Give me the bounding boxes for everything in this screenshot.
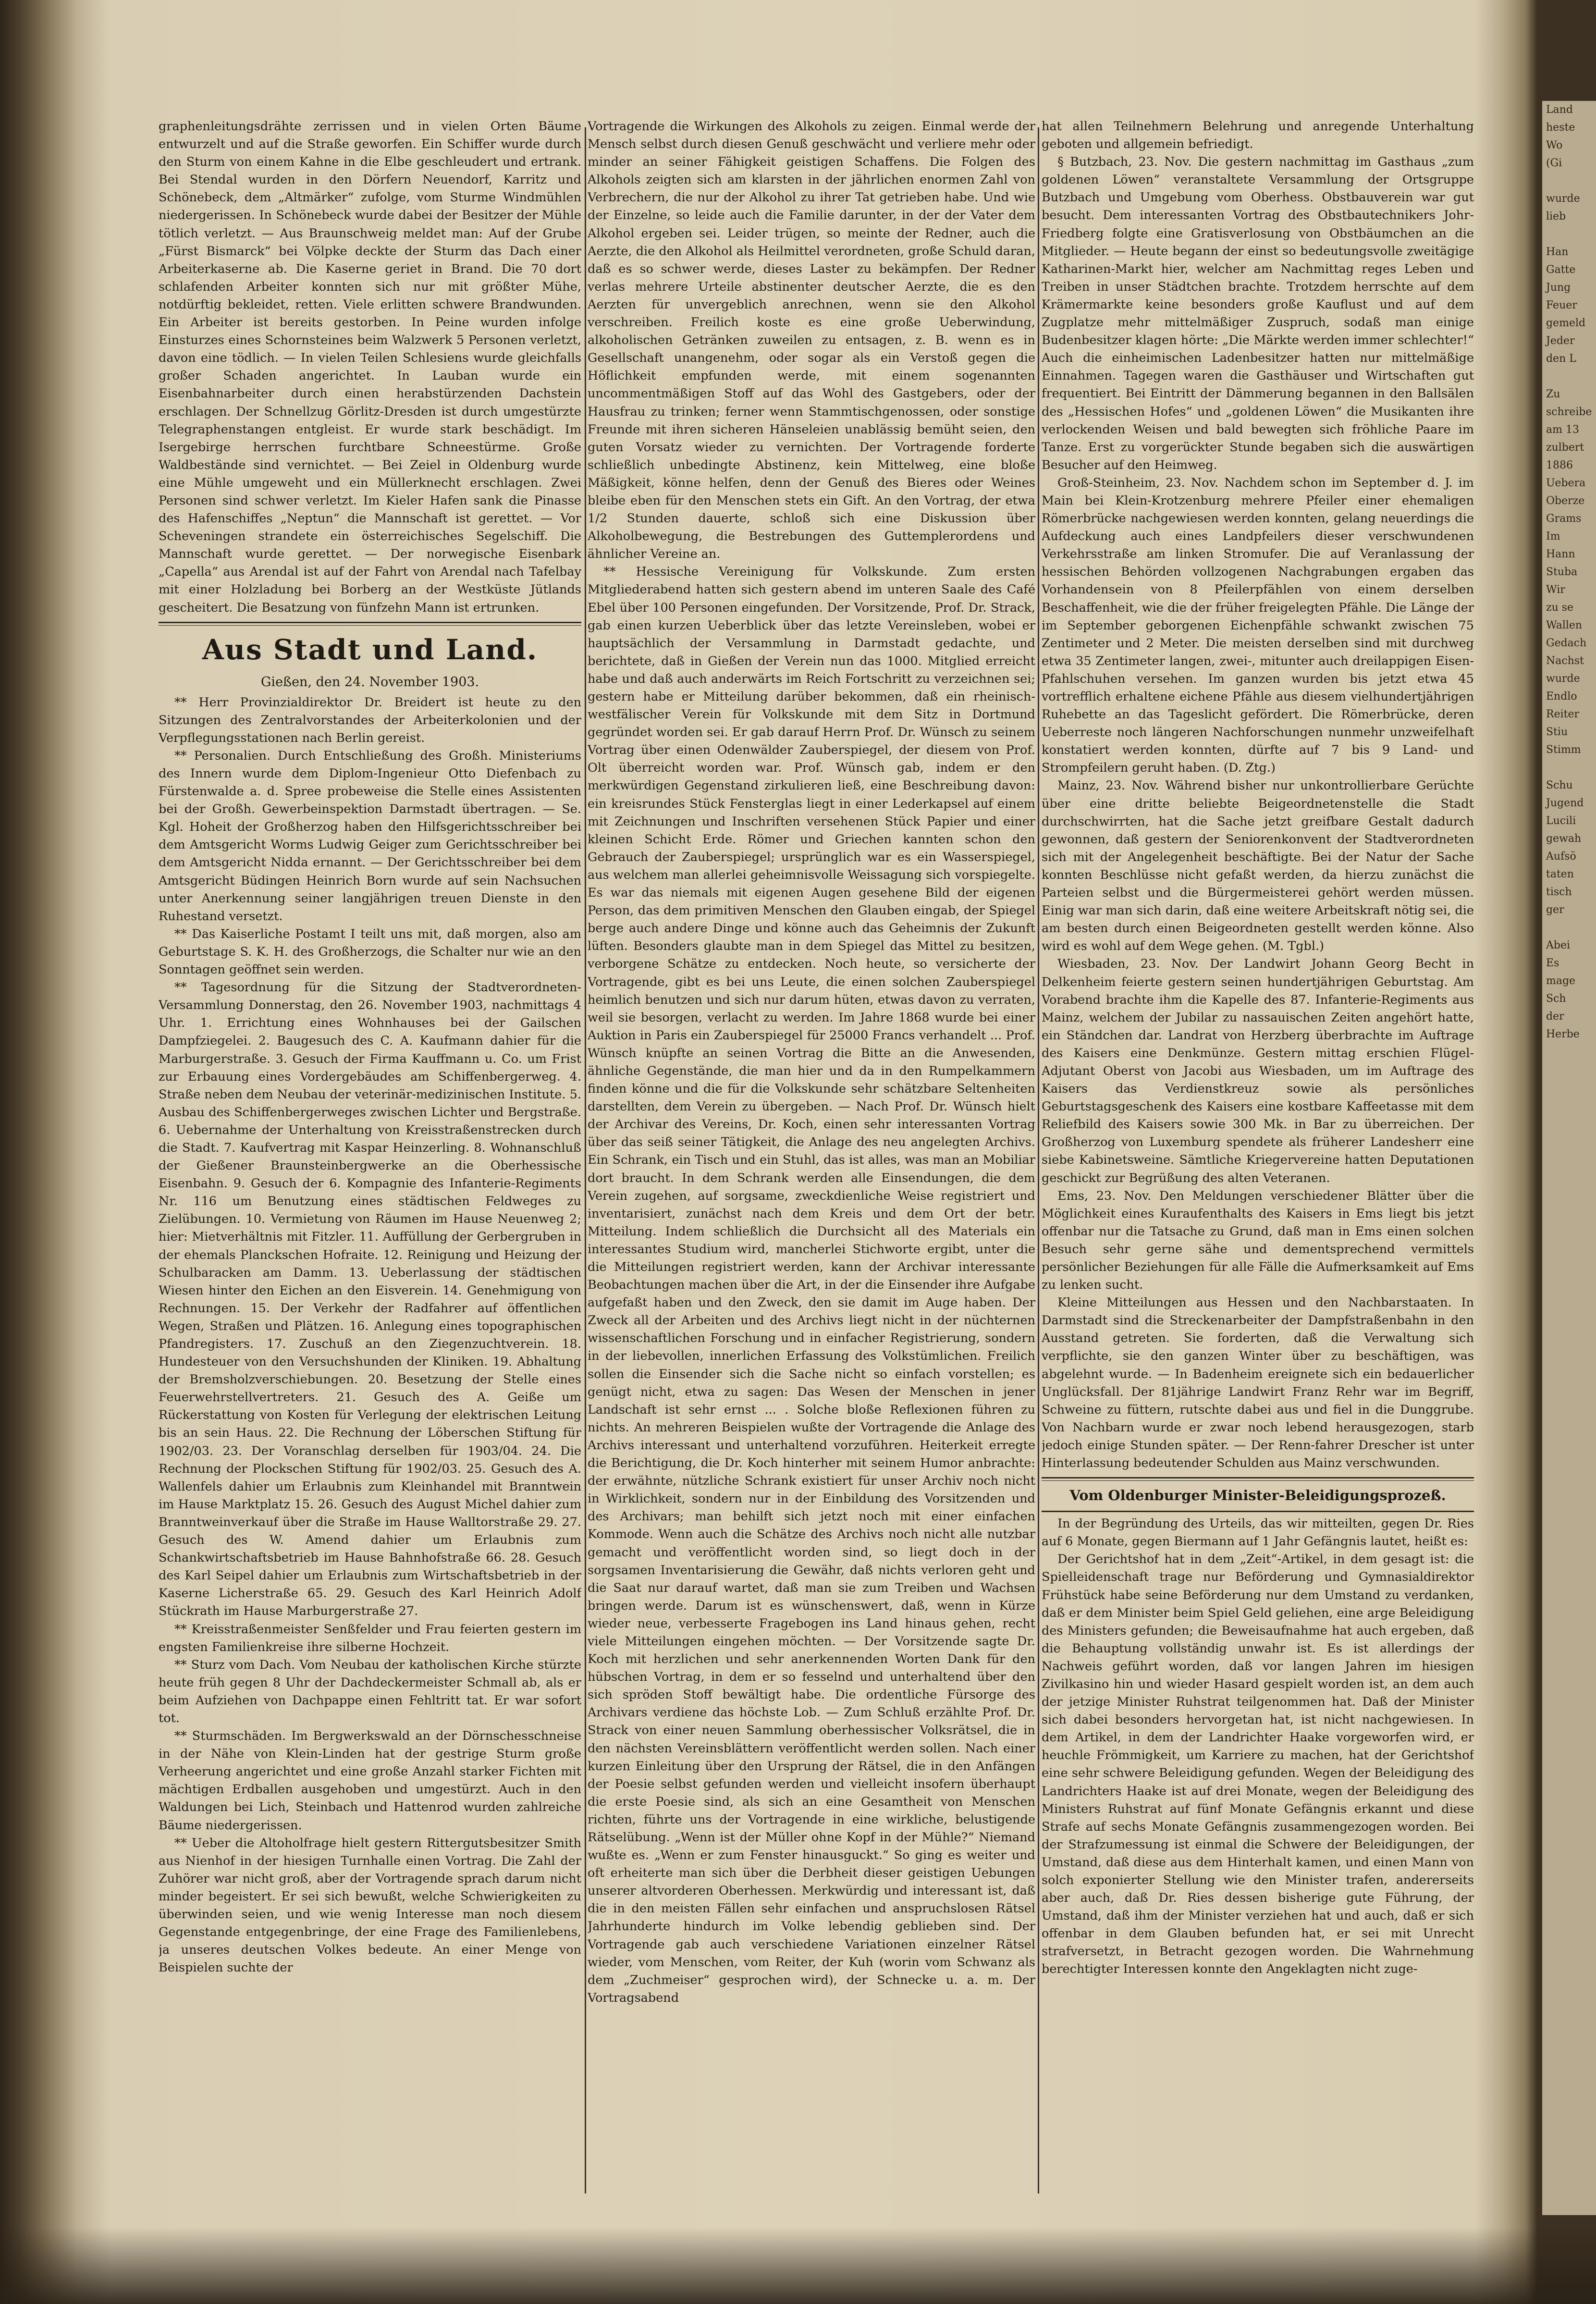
article-paragraph: Vortragende die Wirkungen des Alkohols zu zeigen. Einmal werde der Mensch selbst durch diesen Genuß geschwächt und verliere mehr oder minder an seiner Fähigkeit geistigen Schaffens. Die Folgen des Alkohols zeigten sich am klarsten in der jährlichen enormen Zahl von Verbrechern, die nur der Alkohol zu ihrer Tat getrieben habe. Und wie der Einzelne, so leide auch die Familie darunter, in der der Vater dem Alkohol ergeben sei. Leider trügen, so meinte der Redner, auch die Aerzte, die den Alkohol als Heilmittel verordneten, große Schuld daran, daß es so schwer werde, dieses Laster zu bekämpfen. Der Redner verlas mehrere Urteile abstinenter deutscher Aerzte, die es den Aerzten für unvergeblich anrechnen, wenn sie den Alkohol verschreiben. Freilich koste es eine große Ueberwindung, alkoholischen Getränken zuweilen zu entsagen, z. B. wenn es in Gesellschaft unangenehm, oder sogar als ein Verstoß gegen die Höflichkeit empfunden werde, mit einem sogenannten uncommentmäßigen Stoff auf das Wohl des Gastgebers, oder der Hausfrau zu trinken; ferner wenn Stammtischgenossen, oder sonstige Freunde mit ihren sicheren Hänseleien unablässig bemüht seien, den guten Vorsatz wieder zu vernichten. Der Vortragende forderte schließlich unbedingte Abstinenz, kein Mittelweg, eine bloße Mäßigkeit, könne helfen, denn der Genuß des Bieres oder Weines bleibe eben für den Menschen stets ein Gift. An den Vortrag, der etwa 1/2 Stunden dauerte, schloß sich eine Diskussion über Alkoholbewegung, die Bestrebungen des Guttemplerordens und ähnlicher Vereine an. xyxy=(588,119,1035,562)
next-page-fragment: Lucili xyxy=(1546,815,1576,827)
next-page-fragment: Zu xyxy=(1546,388,1560,400)
next-page-fragment: Stiu xyxy=(1546,726,1568,738)
next-page-fragment: schreibe xyxy=(1546,406,1592,418)
next-page-fragment: wurde xyxy=(1546,673,1580,685)
next-page-edge xyxy=(1542,101,1596,2215)
article-paragraph: Ems, 23. Nov. Den Meldungen verschiedener Blätter über die Möglichkeit eines Kuraufenthalts des Kaisers in Ems liegt bis jetzt offenbar nur die Tatsache zu Grund, daß man in Ems einen solchen Besuch sehr gerne sähe und dementsprechend vermittels persönlicher Beziehungen für alle Fälle die Aufmerksamkeit auf Ems zu lenken sucht. xyxy=(1042,1188,1474,1293)
article-paragraph: Kleine Mitteilungen aus Hessen und den Nachbarstaaten. In Darmstadt sind die Streckenarbeiter der Dampfstraßenbahn in den Ausstand getreten. Sie forderten, daß die Verwaltung sich verpflichte, sie den ganzen Winter über zu beschäftigen, was abgelehnt wurde. — In Badenheim ereignete sich ein bedauerlicher Unglücksfall. Der 81jährige Landwirt Franz Rehr war im Begriff, Schweine zu füttern, rutschte dabei aus und fiel in die Dunggrube. Von Nachbarn wurde er zwar noch lebend herausgezogen, starb jedoch einige Stunden später. — Der Renn-fahrer Drescher ist unter Hinterlassung bedeutender Schulden aus Mainz verschwunden. xyxy=(1042,1295,1474,1471)
column-left xyxy=(159,118,581,2213)
article-paragraph: ** Hessische Vereinigung für Volkskunde. Zum ersten Mitgliederabend hatten sich gestern abend im unteren Saale des Café Ebel über 100 Personen eingefunden. Der Vorsitzende, Prof. Dr. Strack, gab einen kurzen Ueberblick über das letzte Vereinsleben, wobei er hauptsächlich der Versammlung in Darmstadt gedachte, und berichtete, daß in Gießen der Verein nun das 1000. Mitglied erreicht habe und daß auch anderwärts im Reich Fortschritt zu verzeichnen sei; gestern habe er Mitteilung darüber bekommen, daß ein rheinisch-westfälischer Verein für Volkskunde mit dem Sitz in Dortmund gegründet worden sei. Er gab darauf Herrn Prof. Dr. Wünsch zu seinem Vortrag über einen Odenwälder Zauberspiegel, der diesem von Prof. Olt überreicht worden war. Prof. Wünsch gab, indem er den merkwürdigen Gegenstand zirkulieren ließ, eine Beschreibung davon: ein kreisrundes Stück Fensterglas liegt in einer Lederkapsel auf einem mit Zeichnungen und Inschriften versehenen Stück Papier und einer kleinen Schicht Erde. Römer und Griechen kannten schon den Gebrauch der Zauberspiegel; ursprünglich war es ein Wasserspiegel, aus welchem man allerlei geheimnisvolle Weissagung sich vorspiegelte. Es war das niemals mit eigenen Augen gesehene Bild der eigenen Person, das dem primitiven Menschen den Glauben eingab, der Spiegel berge auch andere Dinge und könne auch das Geheimnis der Zukunft lüften. Besonders glaubte man in dem Spiegel das Mittel zu besitzen, verborgene Schätze zu entdecken. Noch heute, so versicherte der Vortragende, gibt es bei uns Leute, die einen solchen Zauberspiegel heimlich benutzen und sich nur darum hüten, etwas davon zu verraten, weil sie besorgen, verlacht zu werden. Im Jahre 1868 wurde bei einer Auktion in Paris ein Zauberspiegel für 25000 Francs verhandelt ... Prof. Wünsch knüpfte an seinen Vortrag die Bitte an die Anwesenden, ähnliche Gegenstände, die man hier und da in den Rumpelkammern finden könne und die für die Volkskunde sehr schätzbare Seltenheiten darstellten, dem Verein zu übergeben. — Nach Prof. Dr. Wünsch hielt der Archivar des Vereins, Dr. Koch, einen sehr interessanten Vortrag über das seiß seiner Tätigkeit, die Anlage des neu angelegten Archivs. Ein Schrank, ein Tisch und ein Stuhl, das ist alles, was man an Mobiliar dort braucht. In dem Schrank werden alle Einsendungen, die dem Verein zugehen, auf sorgsame, zweckdienliche Weise registriert und inventarisiert, zunächst nach dem Kreis und dem Ort der betr. Mitteilung. Indem schließlich die Durchsicht all des Materials ein interessantes Studium wird, mancherlei Stichworte ergibt, unter die die Mitteilungen registriert werden, kann der Archivar interessante Beobachtungen machen über die Art, in der die Einsender ihre Aufgabe aufgefaßt haben und den Zweck, den sie damit im Auge haben. Der Zweck all der Arbeiten und des Archivs liegt nicht in der nüchternen wissenschaftlichen Forschung und in einfacher Registrierung, sondern in der liebevollen, innerlichen Erfassung des Volkstümlichen. Freilich sollen die Einsender sich die Sache nicht so einfach vorstellen; es genügt nicht, etwa zu sagen: Das Wesen der Menschen in jener Landschaft ist sehr ernst ... . Solche bloße Reflexionen führen zu nichts. An mehreren Beispielen wußte der Vortragende die Anlage des Archivs interessant und unterhaltend vorzuführen. Heiterkeit erregte die Berichtigung, die Dr. Koch hinterher mit seinem Humor anbrachte: der erwähnte, nützliche Schrank existiert für unser Archiv noch nicht in Wirklichkeit, sondern nur in der Einbildung des Vorsitzenden und des Archivars; man behilft sich jetzt noch mit einer einfachen Kommode. Wenn auch die Schätze des Archivs noch nicht alle nutzbar gemacht und veröffentlicht worden sind, so liegt doch in der sorgsamen Inventarisierung die Gewähr, daß nichts verloren geht und die Saat nur darauf wartet, daß man sie zum Treiben und Wachsen bringen werde. Darum ist es wünschenswert, daß, wenn in Kürze wieder neue, verbesserte Fragebogen ins Land hinaus gehen, recht viele Mitteilungen eingehen möchten. — Der Vorsitzende sagte Dr. Koch mit herzlichen und sehr anerkennenden Worten Dank für den hübschen Vortrag, in dem er so fesselnd und unterhaltend über den sich spröden Stoff bewältigt habe. Die ordentliche Fürsorge des Archivars verdiene das höchste Lob. — Zum Schluß erzählte Prof. Dr. Strack von einer neuen Sammlung oberhessischer Volksrätsel, die in den nächsten Vereinsblättern veröffentlicht werden sollen. Nach einer kurzen Einleitung über den Ursprung der Rätsel, die in den Anfängen der Poesie selbst gefunden werden und vielleicht insofern überhaupt die erste Poesie sind, als sich an eine Gesamtheit von Menschen richten, führte uns der Vortragende in eine wirkliche, belustigende Rätselübung. „Wenn ist der Müller ohne Kopf in der Mühle?“ Niemand wußte es. „Wenn er zum Fenster hinausguckt.“ So ging es weiter und oft erheiterte man sich über die Derbheit dieser geistigen Uebungen unserer altvorderen Oberhessen. Merkwürdig und interessant ist, daß die in den meisten Fällen sehr einfachen und anspruchslosen Rätsel Jahrhunderte hindurch im Volke lebendig geblieben sind. Der Vortragende gab auch verschiedene Variationen einzelner Rätsel wieder, vom Menschen, vom Reiter, der Kuh (worin vom Schwanz als dem „Zuchmeiser“ gesprochen wird), der Schnecke u. a. m. Der Vortragsabend xyxy=(588,565,1035,2005)
column-rule xyxy=(585,127,586,2193)
article-heading: Vom Oldenburger Minister-Beleidigungsprozeß. xyxy=(1069,1487,1446,1504)
article-paragraph: Wiesbaden, 23. Nov. Der Landwirt Johann Georg Becht in Delkenheim feierte gestern seinen hundertjährigen Geburtstag. Am Vorabend brachte ihm die Kapelle des 87. Infanterie-Regiments aus Mainz, welchem der Jubilar zu nassauischen Zeiten angehört hatte, ein Ständchen dar. Landrat von Herzberg überbrachte im Auftrage des Kaisers eine Denkmünze. Gestern mittag erschien Flügel-Adjutant Oberst von Jacobi aus Wiesbaden, um im Auftrage des Kaisers das Verdienstkreuz sowie als persönliches Geburtstagsgeschenk des Kaisers eine kostbare Kaffeetasse mit dem Reliefbild des Kaisers sowie 300 Mk. in Bar zu überreichen. Der Großherzog von Luxemburg spendete als früherer Landesherr eine siebe Kabinetsweine. Sämtliche Kriegervereine hatten Deputationen geschickt zur Begrüßung des alten Veteranen. xyxy=(1042,957,1474,1185)
article-paragraph: ** Tagesordnung für die Sitzung der Stadtverordneten-Versammlung Donnerstag, den 26. November 1903, nachmittags 4 Uhr. 1. Errichtung eines Wohnhauses bei der Gailschen Dampfziegelei. 2. Baugesuch des C. A. Kaufmann dahier für die Marburgerstraße. 3. Gesuch der Firma Kauffmann u. Co. um Frist zur Erbauung eines Vordergebäudes am Schiffenbergerweg. 4. Straße neben dem Neubau der veterinär-medizinischen Institute. 5. Ausbau des Schiffenbergerweges zwischen Lichter und Bergstraße. 6. Uebernahme der Unterhaltung von Kreisstraßenstrecken durch die Stadt. 7. Kaufvertrag mit Kaspar Heinzerling. 8. Wohnanschluß der Gießener Braunsteinbergwerke an die Oberhessische Eisenbahn. 9. Gesuch der 6. Kompagnie des Infanterie-Regiments Nr. 116 um Benutzung eines städtischen Feldweges zu Zielübungen. 10. Vermietung von Räumen im Hause Neuenweg 2; hier: Mietverhältnis mit Fitzler. 11. Auffüllung der Gerbergruben in der ehemals Planckschen Hofraite. 12. Reinigung und Heizung der Schulbaracken am Damm. 13. Ueberlassung der städtischen Wiesen hinter den Eichen an den Eisverein. 14. Genehmigung von Rechnungen. 15. Der Verkehr der Radfahrer auf öffentlichen Wegen, Straßen und Plätzen. 16. Anlegung eines topographischen Pfandregisters. 17. Zuschuß an den Ziegenzuchtverein. 18. Hundesteuer von den Versuchshunden der Kliniken. 19. Abhaltung der Bremsholzverschiebungen. 20. Besetzung der Stelle eines Feuerwehrstellvertreters. 21. Gesuch des A. Geiße um Rückerstattung von Kosten für Verlegung der elektrischen Leitung bis an sein Haus. 22. Die Rechnung der Löberschen Stiftung für 1902/03. 23. Der Voranschlag derselben für 1903/04. 24. Die Rechnung der Plockschen Stiftung für 1902/03. 25. Gesuch des A. Wallenfels dahier um Erlaubnis zum Kleinhandel mit Branntwein im Hause Marktplatz 15. 26. Gesuch des August Michel dahier zum Branntweinverkauf über die Straße im Hause Walltorstraße 29. 27. Gesuch des W. Amend dahier um Erlaubnis zum Schankwirtschaftsbetrieb im Hause Bahnhofstraße 66. 28. Gesuch des Karl Seipel dahier um Erlaubnis zum Wirtschaftsbetrieb in der Kaserne Licherstraße 65. 29. Gesuch des Karl Heinrich Adolf Stückrath im Hause Marburgerstraße 27. xyxy=(159,980,581,1619)
next-page-fragment: wurde xyxy=(1546,193,1580,205)
next-page-fragment: den L xyxy=(1546,353,1576,365)
article-paragraph: ** Ueber die Altoholfrage hielt gestern Rittergutsbesitzer Smith aus Nienhof in der hiesigen Turnhalle einen Vortrag. Die Zahl der Zuhörer war nicht groß, aber der Vortragende sprach darum nicht minder begeistert. Er sei sich bewußt, welche Schwierigkeiten zu überwinden seien, und wie wenig Interesse man noch diesem Gegenstande entgegenbringe, der eine Frage des Familienlebens, ja unseres deutschen Volkes bedeute. An einer Menge von Beispielen suchte der xyxy=(159,1836,581,1975)
next-page-fragment: Aufsö xyxy=(1546,850,1576,862)
newspaper-page xyxy=(106,118,1489,2213)
next-page-fragment: zulbert xyxy=(1546,442,1584,454)
next-page-fragment: gemeld xyxy=(1546,317,1586,329)
dateline: Gießen, den 24. November 1903. xyxy=(260,674,479,690)
article-paragraph: § Butzbach, 23. Nov. Die gestern nachmittag im Gasthaus „zum goldenen Löwen“ veranstaltete Versammlung der Ortsgruppe Butzbach und Umgebung vom Oberhess. Obstbauverein war gut besucht. Dem interessanten Vortrag des Obstbautechnikers Johr-Friedberg folgte eine Gratisverlosung von Obstbäumchen an die Mitglieder. — Heute begann der einst so bedeutungsvolle zweitägige Katharinen-Markt hier, welcher am Nachmittag reges Leben und Treiben in unser Städtchen brachte. Trotzdem herrschte auf dem Krämermarkte keine besonders große Kauflust und auf dem Zugplatze mehr mittelmäßiger Zuspruch, sodaß man einige Budenbesitzer klagen hörte: „Die Märkte werden immer schlechter!“ Auch die einheimischen Ladenbesitzer hatten nur mittelmäßige Einnahmen. Tagegen waren die Gasthäuser und Wirtschaften gut frequentiert. Bei Eintritt der Dämmerung begannen in den Ballsälen des „Hessischen Hofes“ und „goldenen Löwen“ die Musikanten ihre verlockenden Weisen und bald bewegten sich fröhliche Paare im Tanze. Erst zu vorgerückter Stunde begaben sich die auswärtigen Besucher auf den Heimweg. xyxy=(1042,155,1474,472)
next-page-fragment: mage xyxy=(1546,975,1576,987)
next-page-fragment: gewah xyxy=(1546,833,1582,845)
next-page-fragment: Grams xyxy=(1546,513,1582,525)
article-paragraph: ** Herr Provinzialdirektor Dr. Breidert ist heute zu den Sitzungen des Zentralvorstandes der Arbeiterkolonien und der Verpflegungsstationen nach Berlin gereist. xyxy=(159,695,581,745)
article-paragraph: ** Sturmschäden. Im Bergwerkswald an der Dörnschesschneise in der Nähe von Klein-Linden hat der gestrige Sturm große Verheerung angerichtet und eine große Anzahl starker Fichten mit mächtigen Erdballen ausgehoben und umgestürzt. Auch in den Waldungen bei Lich, Steinbach und Hattenrod wurden zahlreiche Bäume niedergerissen. xyxy=(159,1729,581,1833)
next-page-fragment: Feuer xyxy=(1546,299,1577,311)
next-page-fragment: Wallen xyxy=(1546,619,1583,631)
heading-rule xyxy=(1042,1511,1474,1512)
next-page-fragment: Nachst xyxy=(1546,655,1584,667)
column-middle xyxy=(588,118,1035,2213)
next-page-fragment: (Gi xyxy=(1546,157,1562,169)
next-page-fragment: Sch xyxy=(1546,993,1566,1005)
next-page-fragment xyxy=(1546,225,1596,243)
next-page-fragment: Hann xyxy=(1546,548,1575,560)
next-page-fragment: zu se xyxy=(1546,602,1574,614)
next-page-fragment xyxy=(1546,759,1596,776)
next-page-fragment: Gedach xyxy=(1546,637,1587,649)
article-paragraph: hat allen Teilnehmern Belehrung und anregende Unterhaltung geboten und allgemein befriedigt. xyxy=(1042,119,1474,152)
next-page-fragment xyxy=(1546,172,1596,190)
next-page-fragment: Wo xyxy=(1546,139,1563,151)
next-page-fragment: Es xyxy=(1546,957,1559,969)
next-page-fragment: Jugend xyxy=(1546,797,1584,809)
next-page-fragment: Stuba xyxy=(1546,566,1578,578)
article-paragraph: graphenleitungsdrähte zerrissen und in vielen Orten Bäume entwurzelt und auf die Straße geworfen. Ein Schiffer wurde durch den Sturm von einem Kahne in die Elbe geschleudert und ertrank. Bei Stendal wurden in den Dörfern Neuendorf, Karritz und Schönebeck, dem „Altmärker“ zufolge, vom Sturme Windmühlen niedergerissen. In Schönebeck wurde dabei der Besitzer der Mühle tötlich verletzt. — Aus Braunschweig meldet man: Auf der Grube „Fürst Bismarck“ bei Völpke deckte der Sturm das Dach einer Arbeiterkaserne ab. Die Kaserne geriet in Brand. Die 70 dort schlafenden Arbeiter konnten sich nur mit größter Mühe, notdürftig bekleidet, retten. Viele erlitten schwere Brandwunden. Ein Arbeiter ist bereits gestorben. In Peine wurden infolge Einsturzes eines Schornsteines beim Walzwerk 5 Personen verletzt, davon eine tödlich. — In vielen Teilen Schlesiens wurde gleichfalls großer Schaden angerichtet. In Lauban wurde ein Eisenbahnarbeiter durch einen herabstürzenden Dachstein erschlagen. Der Schnellzug Görlitz-Dresden ist durch umgestürzte Telegraphenstangen entgleist. Er wurde stark beschädigt. Im Isergebirge herrschen furchtbare Schneestürme. Große Waldbestände sind vernichtet. — Bei Zeiel in Oldenburg wurde eine Mühle umgeweht und ein Müllerknecht erschlagen. Zwei Personen sind schwer verletzt. Im Kieler Hafen sank die Pinasse des Hafenschiffes „Neptun“ die Mannschaft ist gerettet. — Vor Scheveningen strandete ein österreichisches Segelschiff. Die Mannschaft wurde gerettet. — Der norwegische Eisenbark „Capella“ aus Arendal ist auf der Fahrt von Arendal nach Tafelbay mit einer Holzladung bei Borberg an der Westküste Jütlands gescheitert. Die Besatzung von fünfzehn Mann ist ertrunken. xyxy=(159,119,581,615)
article-paragraph: Der Gerichtshof hat in dem „Zeit“-Artikel, in dem gesagt ist: die Spielleidenschaft trage nur Beförderung und Gymnasialdirektor Frühstück habe seine Beförderung nur dem Umstand zu verdanken, daß er dem Minister beim Spiel Geld geliehen, eine arge Beleidigung des Ministers gefunden; die Beweisaufnahme hat auch ergeben, daß die Behauptung vollständig unwahr ist. Es ist allerdings der Nachweis geführt worden, daß vor langen Jahren im hiesigen Zivilkasino hin und wieder Hasard gespielt worden ist, an dem auch der jetzige Minister Ruhstrat teilgenommen hat. Daß der Minister sich dabei besonders hervorgetan hat, ist nicht nachgewiesen. In dem Artikel, in dem der Landrichter Haake vorgeworfen wird, er heuchle Frömmigkeit, um Karriere zu machen, hat der Gerichtshof eine sehr schwere Beleidigung gefunden. Wegen der Beleidigung des Landrichters Haake ist auf drei Monate, wegen der Beleidigung des Ministers Ruhstrat auf fünf Monate Gefängnis erkannt und diese Strafe auf sechs Monate Gefängnis zusammengezogen worden. Bei der Strafzumessung ist einmal die Schwere der Beleidigungen, der Umstand, daß diese aus dem Hinterhalt kamen, und einen Mann von solch exponierter Stellung wie den Minister trafen, andererseits aber auch, daß Dr. Ries dessen bisherige gute Führung, der Umstand, daß ihm der Minister verziehen hat und auch, daß er sich offenbar in dem Glauben befunden hat, er sei mit Unrecht strafversetzt, in Betracht gezogen worden. Die Wahrnehmung berechtigter Interessen konnte den Angeklagten nicht zuge- xyxy=(1042,1552,1474,1977)
article-paragraph: ** Kreisstraßenmeister Senßfelder und Frau feierten gestern im engsten Familienkreise ihre silberne Hochzeit. xyxy=(159,1622,581,1654)
article-paragraph: Mainz, 23. Nov. Während bisher nur unkontrollierbare Gerüchte über eine dritte beliebte Beigeordnetenstelle die Stadt durchschwirrten, hat die Sache jetzt greifbare Gestalt dadurch gewonnen, daß gestern der Seniorenkonvent der Stadtverordneten sich mit der Angelegenheit beschäftigte. Bei der Natur der Sache konnten Beschlüsse nicht gefaßt werden, da hierzu zunächst die Parteien selbst und die Bürgermeisterei gehört werden müssen. Einig war man sich darin, daß eine weitere Arbeitskraft nötig sei, die am besten durch einen Beigeordneten gestellt werden könne. Also wird es wohl auf dem Wege gehen. (M. Tgbl.) xyxy=(1042,778,1474,954)
next-page-fragment: Im xyxy=(1546,530,1560,542)
next-page-fragment: Abei xyxy=(1546,939,1571,951)
next-page-fragment: Schu xyxy=(1546,779,1573,791)
next-page-fragment: lieb xyxy=(1546,210,1566,222)
next-page-fragment: tisch xyxy=(1546,886,1572,898)
article-paragraph: ** Das Kaiserliche Postamt I teilt uns mit, daß morgen, also am Geburtstage S. K. H. des Großherzogs, die Schalter nur wie an den Sonntagen geöffnet sein werden. xyxy=(159,926,581,977)
next-page-fragment: Uebera xyxy=(1546,477,1586,489)
next-page-fragment xyxy=(1546,368,1596,385)
next-page-fragment: Gatte xyxy=(1546,264,1576,276)
next-page-fragment: heste xyxy=(1546,122,1575,134)
next-page-fragment: Endlo xyxy=(1546,690,1577,702)
next-page-fragment: Land xyxy=(1546,104,1573,116)
next-page-fragment: 1886 xyxy=(1546,459,1573,471)
next-page-fragment: ger xyxy=(1546,904,1564,916)
article-paragraph: In der Begründung des Urteils, das wir mitteilten, gegen Dr. Ries auf 6 Monate, gegen Biermann auf 1 Jahr Gefängnis lautet, heißt es: xyxy=(1042,1516,1474,1549)
article-paragraph: Groß-Steinheim, 23. Nov. Nachdem schon im September d. J. im Main bei Klein-Krotzenburg mehrere Pfeiler einer ehemaligen Römerbrücke nachgewiesen werden konnten, gelang neuerdings die Aufdeckung auch eines Landpfeilers dieser verschwundenen Verkehrsstraße am linken Stromufer. Die auf Veranlassung der hessischen Behörden vollzogenen Nachgrabungen ergaben das Vorhandensein von 8 Pfeilerpfählen von einem derselben Beschaffenheit, wie die der früher freigelegten Pfähle. Die Länge der im September geborgenen Eichenpfähle schwankt zwischen 75 Zentimeter und 2 Meter. Die meisten derselben sind mit durchweg etwa 35 Zentimeter langen, zwei-, mitunter auch dreilappigen Eisen-Pfahlschuhen versehen. Im ganzen wurden bis jetzt etwa 45 vortrefflich erhaltene eichene Pfähle aus diesem vielhundertjährigen Ruhebette an das Tageslicht gefördert. Die Römerbrücke, deren Ueberreste noch längeren Nachforschungen nunmehr unzweifelhaft konstatiert werden konnten, dürfte auf 7 bis 9 Land- und Strompfeilern geruht haben. (D. Ztg.) xyxy=(1042,475,1474,776)
column-rule xyxy=(1038,127,1039,2193)
next-page-fragment: Wir xyxy=(1546,584,1565,596)
next-page-fragment: am 13 xyxy=(1546,424,1579,436)
next-page-fragment: Han xyxy=(1546,246,1569,258)
next-page-fragment: Oberze xyxy=(1546,495,1585,507)
article-paragraph: ** Personalien. Durch Entschließung des Großh. Ministeriums des Innern wurde dem Diplom-Ingenieur Otto Diefenbach zu Fürstenwalde a. d. Spree probeweise die Stelle eines Assistenten bei der Großh. Gewerbeinspektion Darmstadt übertragen. — Se. Kgl. Hoheit der Großherzog haben den Hilfsgerichtsschreiber bei dem Amtsgericht Worms Ludwig Geiger zum Gerichtsschreiber bei dem Amtsgericht Nidda ernannt. — Der Gerichtsschreiber bei dem Amtsgericht Büdingen Heinrich Born wurde auf sein Nachsuchen unter Anerkennung seiner langjährigen treuen Dienste in den Ruhestand versetzt. xyxy=(159,748,581,924)
section-divider xyxy=(1042,1477,1474,1481)
article-paragraph: ** Sturz vom Dach. Vom Neubau der katholischen Kirche stürzte heute früh gegen 8 Uhr der Dachdeckermeister Schmall ab, als er beim Aufziehen von Dachpappe einen Fehltritt tat. Er war sofort tot. xyxy=(159,1657,581,1725)
next-page-fragment: Stimm xyxy=(1546,744,1581,756)
next-page-fragment: Jeder xyxy=(1546,335,1575,347)
page-bottom-shadow xyxy=(0,2227,1596,2304)
next-page-fragment: Jung xyxy=(1546,282,1571,294)
section-divider xyxy=(159,622,581,626)
column-right xyxy=(1042,118,1474,2213)
next-page-fragment: Herbe xyxy=(1546,1028,1580,1040)
next-page-fragment xyxy=(1546,919,1596,936)
next-page-fragment: taten xyxy=(1546,868,1574,880)
next-page-fragment: Reiter xyxy=(1546,708,1579,720)
section-heading: Aus Stadt und Land. xyxy=(202,633,538,666)
next-page-fragment: der xyxy=(1546,1010,1564,1023)
